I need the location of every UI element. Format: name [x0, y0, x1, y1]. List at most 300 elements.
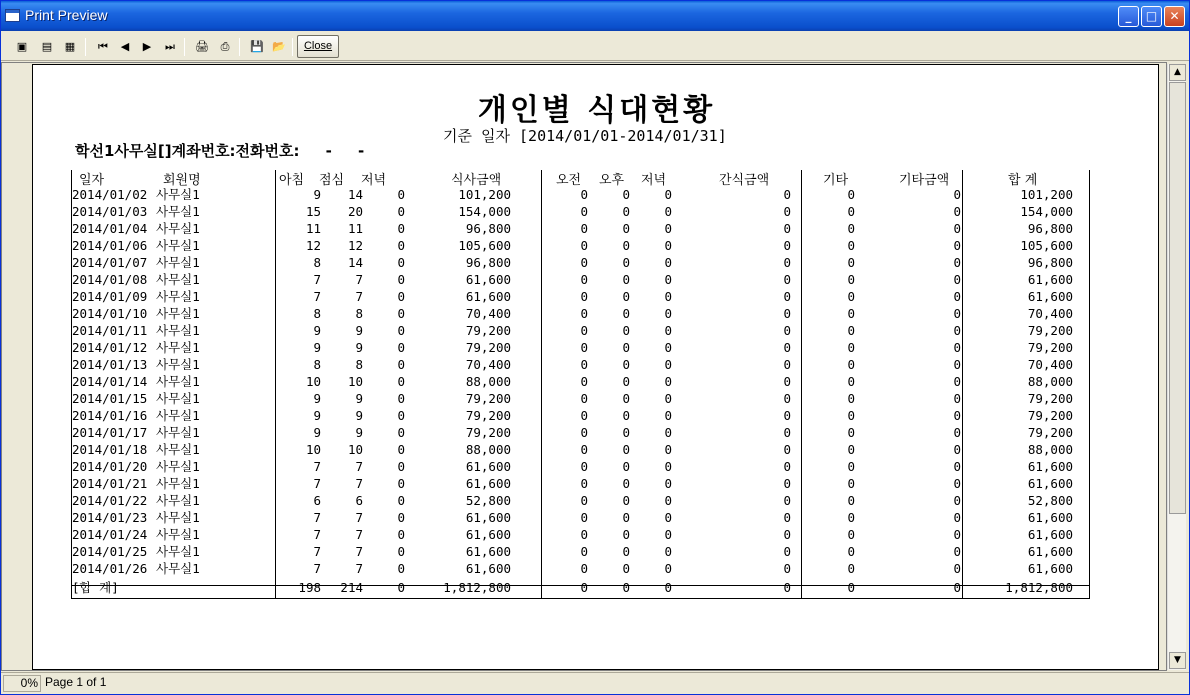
table-cell: 0: [580, 408, 588, 423]
table-cell: 0: [664, 221, 672, 236]
maximize-button[interactable]: □: [1141, 6, 1162, 27]
page-indicator: Page 1 of 1: [45, 675, 107, 689]
table-cell: 0: [622, 476, 630, 491]
table-cell: 0: [783, 561, 791, 576]
table-cell: 101,200: [458, 187, 511, 202]
table-cell: 0: [397, 306, 405, 321]
table-cell: 0: [397, 374, 405, 389]
table-cell: 61,600: [465, 289, 511, 304]
table-cell: 0: [580, 493, 588, 508]
table-cell: 2014/01/25: [72, 544, 148, 559]
table-cell: 61,600: [1027, 459, 1073, 474]
table-row: [33, 509, 1160, 526]
minimize-button[interactable]: _: [1118, 6, 1139, 27]
table-cell: 2014/01/06: [72, 238, 148, 253]
table-cell: 0: [397, 459, 405, 474]
table-cell: 2014/01/23: [72, 510, 148, 525]
scroll-up-icon[interactable]: ▲: [1169, 64, 1186, 81]
table-cell: 0: [847, 289, 855, 304]
table-cell: 0: [580, 238, 588, 253]
table-cell: 14: [347, 255, 363, 270]
table-cell: 79,200: [1027, 408, 1073, 423]
table-row: [33, 373, 1160, 390]
table-cell: 61,600: [465, 527, 511, 542]
table-row: [33, 441, 1160, 458]
table-cell: 0: [397, 391, 405, 406]
table-cell: 61,600: [465, 561, 511, 576]
table-cell: 사무실1: [156, 272, 200, 287]
table-cell: 7: [355, 272, 363, 287]
table-cell: 0: [580, 187, 588, 202]
column-header: 아침: [279, 173, 305, 188]
table-cell: 0: [622, 187, 630, 202]
table-cell: 0: [953, 493, 961, 508]
table-cell: 0: [664, 289, 672, 304]
table-cell: 0: [664, 459, 672, 474]
table-cell: 0: [783, 204, 791, 219]
table-cell: 0: [397, 340, 405, 355]
table-cell: 0: [580, 272, 588, 287]
report-title: 개인별 식대현황: [477, 93, 716, 128]
table-cell: 0: [953, 374, 961, 389]
table-cell: 0: [847, 255, 855, 270]
column-header: 일자: [79, 173, 105, 188]
table-row: [33, 390, 1160, 407]
table-row: [33, 407, 1160, 424]
table-cell: 0: [622, 289, 630, 304]
toolbar-separator: [239, 38, 240, 56]
table-cell: 사무실1: [156, 544, 200, 559]
table-cell: 10: [305, 374, 321, 389]
table-cell: 1,812,800: [1005, 580, 1073, 595]
table-cell: 0: [397, 289, 405, 304]
table-cell: 0: [783, 374, 791, 389]
table-cell: 214: [340, 580, 363, 595]
table-cell: 0: [953, 425, 961, 440]
table-cell: 79,200: [465, 408, 511, 423]
table-cell: 0: [953, 510, 961, 525]
table-cell: 0: [580, 255, 588, 270]
table-cell: 88,000: [465, 374, 511, 389]
column-header: 오전: [556, 173, 582, 188]
table-cell: 0: [783, 476, 791, 491]
table-cell: 0: [397, 544, 405, 559]
table-cell: 2014/01/24: [72, 527, 148, 542]
table-cell: 9: [355, 408, 363, 423]
table-cell: 0: [953, 340, 961, 355]
table-cell: 0: [847, 527, 855, 542]
table-cell: 9: [355, 340, 363, 355]
table-cell: 96,800: [1027, 255, 1073, 270]
table-cell: 79,200: [1027, 340, 1073, 355]
table-cell: 9: [313, 391, 321, 406]
table-cell: 2014/01/16: [72, 408, 148, 423]
last-page-icon: ⏭: [165, 40, 175, 53]
table-cell: 7: [313, 544, 321, 559]
table-cell: 0: [622, 527, 630, 542]
table-cell: 7: [355, 561, 363, 576]
table-cell: 0: [397, 255, 405, 270]
table-cell: 61,600: [465, 272, 511, 287]
column-header: 오후: [599, 173, 625, 188]
table-cell: 0: [397, 272, 405, 287]
table-cell: 0: [847, 425, 855, 440]
table-cell: 96,800: [1027, 221, 1073, 236]
table-row: [33, 186, 1160, 203]
table-cell: 0: [580, 527, 588, 542]
table-cell: 0: [622, 255, 630, 270]
last-page-button[interactable]: [160, 37, 180, 57]
table-cell: 0: [622, 561, 630, 576]
table-cell: 0: [580, 391, 588, 406]
table-cell: 79,200: [465, 323, 511, 338]
table-cell: 0: [622, 357, 630, 372]
table-cell: 0: [664, 510, 672, 525]
table-cell: 7: [355, 527, 363, 542]
table-cell: 0: [580, 459, 588, 474]
table-cell: 0: [664, 425, 672, 440]
open-button[interactable]: [269, 37, 289, 57]
table-cell: 0: [847, 238, 855, 253]
table-cell: 8: [313, 306, 321, 321]
table-cell: 7: [355, 476, 363, 491]
table-cell: 0: [664, 442, 672, 457]
table-cell: 0: [847, 357, 855, 372]
column-header: 간식금액: [719, 173, 770, 188]
table-cell: 105,600: [1020, 238, 1073, 253]
table-cell: 0: [580, 476, 588, 491]
table-cell: 79,200: [1027, 391, 1073, 406]
table-cell: 0: [664, 255, 672, 270]
preview-viewport[interactable]: [1, 62, 1167, 671]
table-cell: 0: [580, 442, 588, 457]
table-cell: 0: [622, 580, 630, 595]
table-cell: 9: [355, 323, 363, 338]
table-cell: 7: [313, 510, 321, 525]
table-cell: 2014/01/11: [72, 323, 148, 338]
table-cell: 0: [783, 187, 791, 202]
table-cell: 2014/01/03: [72, 204, 148, 219]
table-cell: 0: [397, 580, 405, 595]
table-cell: 0: [622, 493, 630, 508]
table-cell: 70,400: [1027, 306, 1073, 321]
table-cell: 70,400: [465, 306, 511, 321]
table-cell: 9: [313, 408, 321, 423]
table-cell: 0: [783, 510, 791, 525]
table-cell: 0: [847, 510, 855, 525]
table-cell: 2014/01/22: [72, 493, 148, 508]
table-cell: 사무실1: [156, 561, 200, 576]
next-page-button[interactable]: [137, 37, 157, 57]
column-header: 저녁: [641, 173, 667, 188]
table-cell: 0: [397, 510, 405, 525]
table-cell: 9: [313, 323, 321, 338]
table-cell: 0: [783, 272, 791, 287]
table-cell: 61,600: [465, 459, 511, 474]
table-cell: 15: [305, 204, 321, 219]
title-bar[interactable]: [1, 1, 1189, 31]
table-cell: 0: [664, 272, 672, 287]
table-cell: 0: [664, 238, 672, 253]
table-cell: 2014/01/14: [72, 374, 148, 389]
table-cell: 0: [953, 580, 961, 595]
table-cell: 0: [397, 476, 405, 491]
table-cell: 0: [783, 306, 791, 321]
table-cell: 2014/01/13: [72, 357, 148, 372]
table-cell: 2014/01/09: [72, 289, 148, 304]
table-row: [33, 424, 1160, 441]
table-cell: 0: [580, 425, 588, 440]
thumbnail-view-button[interactable]: [60, 37, 80, 57]
table-cell: 0: [397, 442, 405, 457]
table-cell: 0: [953, 306, 961, 321]
table-cell: 9: [313, 340, 321, 355]
table-cell: 사무실1: [156, 255, 200, 270]
table-cell: 사무실1: [156, 289, 200, 304]
table-cell: 0: [622, 272, 630, 287]
table-cell: 0: [664, 323, 672, 338]
table-cell: 2014/01/20: [72, 459, 148, 474]
prev-page-button[interactable]: [115, 37, 135, 57]
table-cell: 0: [847, 493, 855, 508]
table-cell: 0: [847, 374, 855, 389]
table-cell: 사무실1: [156, 187, 200, 202]
table-cell: 61,600: [1027, 272, 1073, 287]
save-button[interactable]: [247, 37, 267, 57]
table-cell: 11: [305, 221, 321, 236]
table-cell: 0: [622, 544, 630, 559]
table-cell: 0: [664, 357, 672, 372]
table-cell: 79,200: [1027, 323, 1073, 338]
table-cell: 사무실1: [156, 476, 200, 491]
table-cell: 사무실1: [156, 374, 200, 389]
table-cell: 0: [397, 221, 405, 236]
table-cell: 0: [783, 323, 791, 338]
table-cell: 0: [783, 493, 791, 508]
table-cell: 0: [397, 187, 405, 202]
vertical-scrollbar[interactable]: [1167, 64, 1186, 670]
one-page-view-icon: ▣: [16, 40, 28, 53]
table-cell: 61,600: [1027, 510, 1073, 525]
table-cell: 0: [664, 391, 672, 406]
table-row: [33, 356, 1160, 373]
next-page-icon: ▶: [142, 40, 152, 53]
table-cell: 0: [953, 272, 961, 287]
window-title: Print Preview: [25, 7, 108, 23]
table-cell: 0: [847, 340, 855, 355]
table-cell: 61,600: [465, 510, 511, 525]
first-page-button[interactable]: [93, 37, 113, 57]
table-cell: 사무실1: [156, 323, 200, 338]
table-cell: 8: [313, 357, 321, 372]
table-cell: 0: [397, 238, 405, 253]
toolbar-separator: [184, 38, 185, 56]
table-cell: 70,400: [1027, 357, 1073, 372]
toolbar: [1, 32, 1189, 61]
table-cell: 14: [347, 187, 363, 202]
table-cell: 0: [580, 561, 588, 576]
table-cell: 20: [347, 204, 363, 219]
table-cell: 0: [664, 580, 672, 595]
close-button[interactable]: Close: [297, 35, 339, 58]
table-cell: 사무실1: [156, 306, 200, 321]
table-cell: 52,800: [465, 493, 511, 508]
window-icon: [5, 9, 20, 22]
table-cell: 2014/01/04: [72, 221, 148, 236]
report-subtitle: 기준 일자 [2014/01/01-2014/01/31]: [443, 127, 727, 145]
table-cell: 0: [847, 561, 855, 576]
table-cell: 0: [847, 408, 855, 423]
table-cell: 7: [313, 527, 321, 542]
table-cell: 0: [580, 221, 588, 236]
table-row: [33, 458, 1160, 475]
table-cell: 0: [580, 357, 588, 372]
table-row: [33, 271, 1160, 288]
table-cell: 0: [847, 391, 855, 406]
table-cell: 10: [347, 374, 363, 389]
table-cell: 61,600: [1027, 544, 1073, 559]
table-cell: 0: [664, 306, 672, 321]
close-window-button[interactable]: ✕: [1164, 6, 1185, 27]
table-cell: 사무실1: [156, 408, 200, 423]
list-view-button[interactable]: [37, 37, 57, 57]
table-row: [33, 288, 1160, 305]
table-cell: 2014/01/08: [72, 272, 148, 287]
scroll-thumb[interactable]: [1169, 82, 1186, 514]
table-cell: 사무실1: [156, 204, 200, 219]
table-cell: 사무실1: [156, 493, 200, 508]
table-cell: 0: [664, 204, 672, 219]
table-cell: 61,600: [1027, 561, 1073, 576]
table-row: [33, 475, 1160, 492]
table-cell: 0: [622, 459, 630, 474]
table-cell: 61,600: [1027, 476, 1073, 491]
table-cell: 9: [313, 187, 321, 202]
table-cell: 0: [580, 510, 588, 525]
table-cell: 198: [298, 580, 321, 595]
print-setup-button[interactable]: [192, 37, 212, 57]
table-cell: 96,800: [465, 255, 511, 270]
table-cell: 0: [397, 204, 405, 219]
table-cell: 7: [313, 561, 321, 576]
table-cell: 6: [313, 493, 321, 508]
table-cell: 0: [783, 580, 791, 595]
table-cell: 9: [355, 425, 363, 440]
table-cell: 79,200: [465, 425, 511, 440]
table-cell: 2014/01/10: [72, 306, 148, 321]
table-cell: 0: [622, 442, 630, 457]
table-cell: 0: [953, 476, 961, 491]
one-page-view-button[interactable]: [12, 37, 32, 57]
table-cell: 0: [783, 459, 791, 474]
table-cell: 사무실1: [156, 425, 200, 440]
table-cell: 2014/01/18: [72, 442, 148, 457]
table-cell: 0: [622, 391, 630, 406]
table-cell: 8: [313, 255, 321, 270]
table-cell: 0: [622, 374, 630, 389]
table-cell: 61,600: [1027, 527, 1073, 542]
table-row: [33, 339, 1160, 356]
table-cell: 0: [664, 476, 672, 491]
table-cell: 0: [953, 204, 961, 219]
table-cell: 88,000: [465, 442, 511, 457]
column-header: 합 계: [1008, 173, 1038, 188]
table-cell: 10: [347, 442, 363, 457]
table-cell: 0: [580, 580, 588, 595]
table-cell: 0: [847, 306, 855, 321]
table-cell: 79,200: [1027, 425, 1073, 440]
table-cell: 0: [664, 527, 672, 542]
table-cell: 0: [622, 340, 630, 355]
table-row: [33, 237, 1160, 254]
table-row: [33, 203, 1160, 220]
table-cell: 6: [355, 493, 363, 508]
table-cell: 사무실1: [156, 391, 200, 406]
table-cell: 0: [580, 289, 588, 304]
table-cell: 2014/01/15: [72, 391, 148, 406]
table-cell: 0: [953, 442, 961, 457]
table-cell: 0: [580, 340, 588, 355]
table-cell: 0: [397, 323, 405, 338]
table-cell: 사무실1: [156, 442, 200, 457]
table-cell: 사무실1: [156, 340, 200, 355]
table-cell: 0: [580, 306, 588, 321]
table-cell: 0: [664, 493, 672, 508]
table-cell: 7: [355, 510, 363, 525]
table-cell: 7: [313, 459, 321, 474]
table-cell: 0: [664, 561, 672, 576]
table-cell: 0: [847, 272, 855, 287]
table-row: [33, 305, 1160, 322]
table-cell: 0: [397, 493, 405, 508]
table-cell: 0: [847, 221, 855, 236]
table-cell: 0: [580, 374, 588, 389]
column-header: 저녁: [361, 173, 387, 188]
table-cell: 0: [397, 357, 405, 372]
table-cell: 9: [355, 391, 363, 406]
first-page-icon: ⏮: [98, 40, 108, 53]
table-cell: 0: [622, 306, 630, 321]
table-cell: 2014/01/02: [72, 187, 148, 202]
table-rule: [71, 598, 1089, 599]
table-cell: 0: [622, 221, 630, 236]
table-row: [33, 254, 1160, 271]
table-cell: 사무실1: [156, 357, 200, 372]
table-cell: 0: [622, 238, 630, 253]
print-button[interactable]: [215, 37, 235, 57]
column-header: 기타: [823, 173, 849, 188]
table-cell: 11: [347, 221, 363, 236]
table-cell: 0: [847, 544, 855, 559]
table-cell: 0: [664, 544, 672, 559]
table-cell: 0: [953, 323, 961, 338]
table-cell: 0: [953, 527, 961, 542]
table-cell: 79,200: [465, 391, 511, 406]
table-cell: 0: [783, 527, 791, 542]
table-cell: 105,600: [458, 238, 511, 253]
table-cell: 2014/01/12: [72, 340, 148, 355]
open-icon: 📂: [272, 40, 286, 53]
table-cell: 7: [313, 272, 321, 287]
table-cell: 9: [313, 425, 321, 440]
save-icon: 💾: [250, 40, 264, 53]
table-cell: 0: [953, 238, 961, 253]
table-cell: 61,600: [465, 476, 511, 491]
table-cell: 101,200: [1020, 187, 1073, 202]
table-cell: 0: [847, 187, 855, 202]
table-cell: 0: [664, 374, 672, 389]
scroll-down-icon[interactable]: ▼: [1169, 652, 1186, 669]
